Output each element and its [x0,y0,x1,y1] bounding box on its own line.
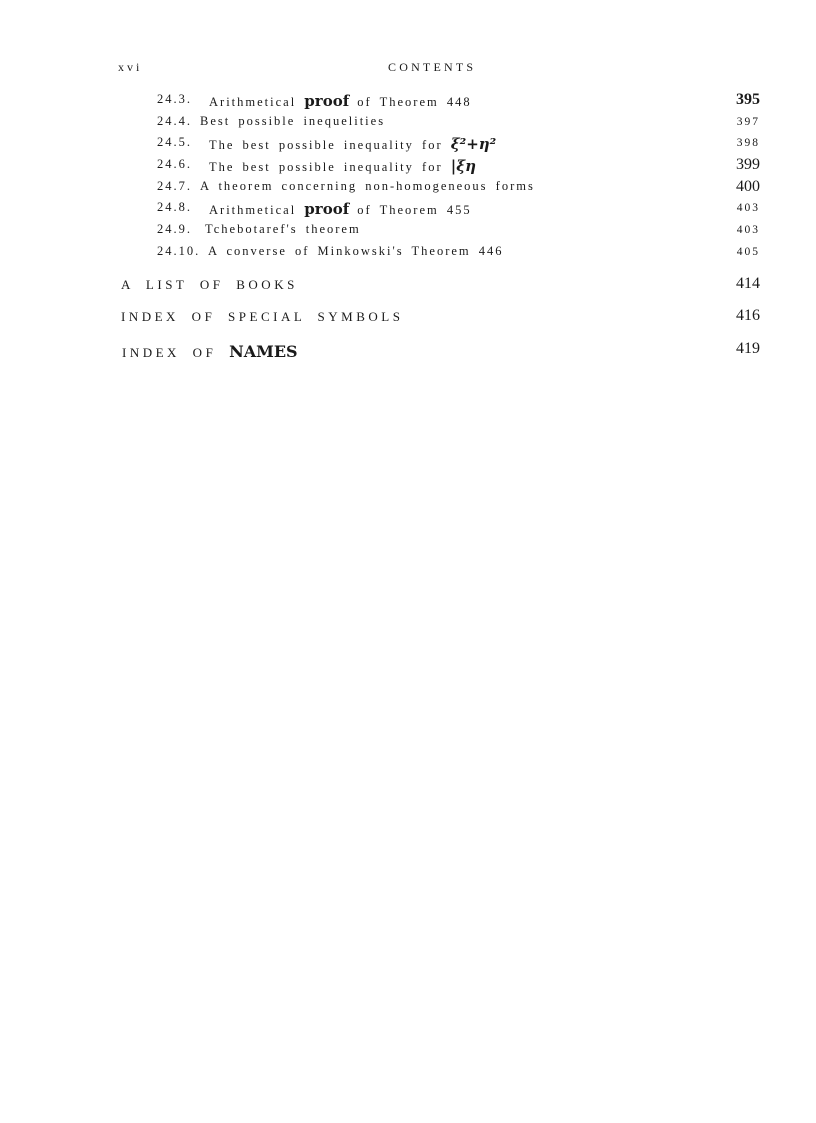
toc-entry [0,156,816,176]
entry-page: 395 [736,91,760,108]
toc-entry [0,134,816,154]
entry-title: The best possible inequality for ξ²+η² [209,135,497,153]
entry-number: 24.3. [157,92,192,106]
entry-title: Best possible inequelities [200,114,386,128]
entry-page: 403 [736,202,760,214]
toc-section [0,308,816,328]
math-expression: |ξη [450,157,476,175]
entry-title: A converse of Minkowski's Theorem 446 [208,244,504,258]
toc-entry [0,91,816,111]
entry-number: 24.6. [157,157,192,171]
bold-word: proof [304,200,350,218]
toc-section [0,276,816,296]
entry-number: 24.5. [157,135,192,149]
entry-page: 400 [736,178,760,195]
entry-page: 403 [736,224,760,236]
entry-title: Arithmetical proof of Theorem 448 [209,92,472,110]
running-head-title: CONTENTS [388,60,477,74]
section-title: INDEX OF SPECIAL SYMBOLS [121,309,404,324]
toc-entry [0,178,816,198]
entry-title: Tchebotaref's theorem [205,222,361,236]
toc-entry [0,221,816,241]
toc-entry [0,243,816,263]
entry-page: 397 [736,116,760,128]
math-expression: ξ²+η² [450,135,497,153]
section-page: 416 [736,307,760,324]
entry-number: 24.10. [157,244,201,258]
toc-section [0,341,816,361]
entry-page: 398 [736,137,760,149]
entry-title: The best possible inequality for |ξη [209,157,476,175]
section-page: 419 [736,340,760,357]
entry-number: 24.4. [157,114,192,128]
entry-number: 24.7. [157,179,192,193]
entry-page: 399 [736,156,760,173]
entry-title: Arithmetical proof of Theorem 455 [209,200,472,218]
bold-word: proof [304,92,350,110]
section-title: A LIST OF BOOKS [121,277,298,292]
section-title: INDEX OF NAMES [122,342,298,361]
toc-entry [0,113,816,133]
entry-title: A theorem concerning non-homogeneous forms [200,179,535,193]
entry-page: 405 [736,246,760,258]
page-number-header: xvi [118,60,143,74]
toc-entry [0,199,816,219]
entry-number: 24.9. [157,222,192,236]
section-page: 414 [736,275,760,292]
bold-word: NAMES [229,342,298,361]
entry-number: 24.8. [157,200,192,214]
